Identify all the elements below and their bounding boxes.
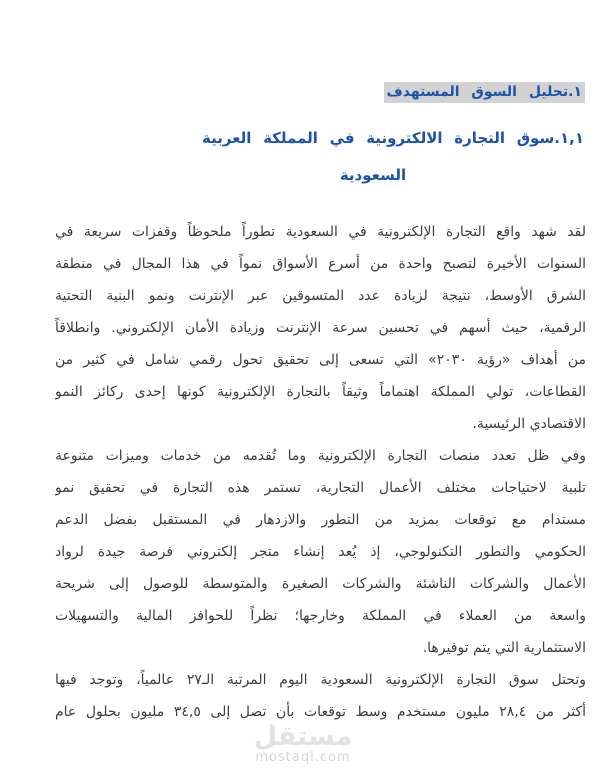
paragraph-line: السنوات الأخيرة لتصبح واحدة من أسرع الأسواق نمواً في هذا المجال في منطقة (55, 256, 586, 272)
section-heading-highlighted-text: ١.تحليل السوق المستهدف (384, 82, 585, 103)
subsection-heading (202, 127, 584, 186)
subsection-heading-line2: السعودية (339, 166, 407, 184)
watermark-logo-text: مستقل (253, 721, 353, 752)
paragraph-line: من أهداف «رؤية ٢٠٣٠» التي تسعى إلى تحقيق تحول رقمي شامل في كثير من (55, 352, 586, 368)
paragraph-line: الأعمال والشركات الناشئة والشركات الصغيرة والمتوسطة للوصول إلى شريحة (55, 576, 586, 592)
paragraph (55, 216, 586, 440)
paragraph-line: الرقمية، حيث أسهم في تحسين سرعة الإنترنت وزيادة الأمان الإلكتروني. وانطلاقاً (55, 320, 586, 336)
paragraph-line: الشرق الأوسط، نتيجة لزيادة عدد المتسوقين عبر الإنترنت ونمو البنية التحتية (55, 288, 586, 304)
section-heading (384, 81, 585, 103)
paragraph-line: أكثر من ٢٨,٤ مليون مستخدم وسط توقعات بأن تصل إلى ٣٤,٥ مليون بحلول عام (55, 704, 586, 720)
paragraph-line: مستدام مع توقعات بمزيد من التطور والازدهار في المستقبل بفضل الدعم (55, 512, 586, 528)
paragraph-line: وتحتل سوق التجارة الإلكترونية السعودية اليوم المرتبة الـ٢٧ عالمياً، وتوجد فيها (55, 672, 586, 688)
paragraph-line: وفي ظل تعدد منصات التجارة الإلكترونية وما تُقدمه من خدمات وميزات متنوعة (55, 448, 586, 464)
paragraph-line: القطاعات، تولي المملكة اهتماماً وثيقاً بالتجارة الإلكترونية كونها إحدى ركائز النمو (55, 384, 586, 400)
paragraph-line: الاقتصادي الرئيسية. (472, 416, 586, 432)
paragraph-line: تلبية لاحتياجات مختلف الأعمال التجارية، تستمر هذه التجارة في تحقيق نمو (55, 480, 586, 496)
subsection-heading-line1: ١,١.سوق التجارة الالكترونية في المملكة العربية (202, 129, 584, 147)
paragraph-line: واسعة من العملاء في المملكة وخارجها؛ نظراً للحوافز المالية والتسهيلات (55, 608, 586, 624)
watermark-url: mostaql.com (255, 750, 351, 765)
paragraph (55, 664, 586, 728)
document-body (55, 216, 586, 728)
paragraph-line: الاستثمارية التي يتم توفيرها. (422, 640, 586, 656)
paragraph-line: لقد شهد واقع التجارة الإلكترونية في السعودية تطوراً ملحوظاً وقفزات سريعة في (55, 224, 586, 240)
paragraph-line: الحكومي والتطور التكنولوجي، إذ يُعد إنشاء متجر إلكتروني فرصة جيدة لرواد (55, 544, 586, 560)
paragraph (55, 440, 586, 664)
watermark (0, 721, 606, 765)
